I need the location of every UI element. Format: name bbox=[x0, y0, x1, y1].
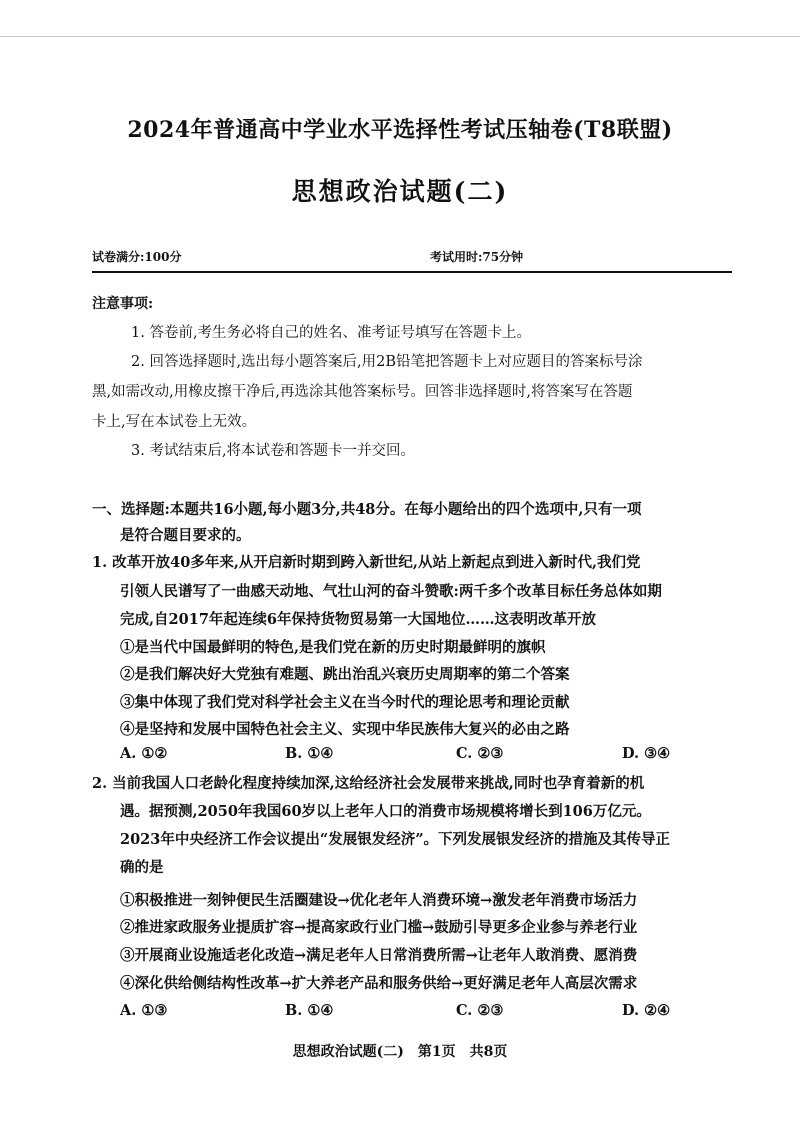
full-score: 试卷满分:100分 bbox=[92, 250, 182, 264]
q1-statement: ②是我们解决好大党独有难题、跳出治乱兴衰历史周期率的第二个答案 bbox=[120, 666, 570, 683]
q2-option-b: B. ①④ bbox=[285, 1002, 334, 1019]
q1-stem-line: 1. 改革开放40多年来,从开启新时期到跨入新世纪,从站上新起点到进入新时代,我们党 bbox=[92, 554, 641, 571]
q2-stem-line: 2. 当前我国人口老龄化程度持续加深,这给经济社会发展带来挑战,同时也孕育着新的机 bbox=[92, 775, 645, 792]
q1-statement: ④是坚持和发展中国特色社会主义、实现中华民族伟大复兴的必由之路 bbox=[120, 721, 570, 738]
scan-top-edge bbox=[0, 36, 800, 37]
notice-heading: 注意事项: bbox=[92, 296, 154, 312]
q1-option-b: B. ①④ bbox=[285, 745, 334, 762]
q2-option-d: D. ②④ bbox=[622, 1002, 671, 1019]
page-footer: 思想政治试题(二) 第1页 共8页 bbox=[292, 1044, 508, 1060]
q2-stem-line: 确的是 bbox=[120, 859, 164, 876]
notice-item-2-line-1: 2. 回答选择题时,选出每小题答案后,用2B铅笔把答题卡上对应题目的答案标号涂 bbox=[131, 354, 643, 370]
header-divider bbox=[92, 271, 732, 273]
notice-item-3: 3. 考试结束后,将本试卷和答题卡一并交回。 bbox=[131, 443, 416, 459]
q2-statement: ②推进家政服务业提质扩容→提高家政行业门槛→鼓励引导更多企业参与养老行业 bbox=[120, 919, 638, 936]
section-heading-line-1: 一、选择题:本题共16小题,每小题3分,共48分。在每小题给出的四个选项中,只有一项 bbox=[92, 501, 642, 518]
q1-statement: ①是当代中国最鲜明的特色,是我们党在新的历史时期最鲜明的旗帜 bbox=[120, 639, 546, 656]
q2-statement: ③开展商业设施适老化改造→满足老年人日常消费所需→让老年人敢消费、愿消费 bbox=[120, 947, 638, 964]
q2-option-c: C. ②③ bbox=[456, 1002, 504, 1019]
q1-option-d: D. ③④ bbox=[622, 745, 671, 762]
section-heading-line-2: 是符合题目要求的。 bbox=[120, 527, 251, 544]
q2-statement: ④深化供给侧结构性改革→扩大养老产品和服务供给→更好满足老年人高层次需求 bbox=[120, 975, 638, 992]
q1-statement: ③集中体现了我们党对科学社会主义在当今时代的理论思考和理论贡献 bbox=[120, 694, 570, 711]
q1-option-c: C. ②③ bbox=[456, 745, 504, 762]
exam-title: 2024年普通高中学业水平选择性考试压轴卷(T8联盟) bbox=[127, 117, 673, 143]
q1-stem-line: 引领人民谱写了一曲感天动地、气壮山河的奋斗赞歌:两千多个改革目标任务总体如期 bbox=[120, 583, 662, 600]
q2-stem-line: 2023年中央经济工作会议提出“发展银发经济”。下列发展银发经济的措施及其传导正 bbox=[120, 831, 671, 848]
notice-item-1: 1. 答卷前,考生务必将自己的姓名、准考证号填写在答题卡上。 bbox=[131, 325, 532, 341]
q2-statement: ①积极推进一刻钟便民生活圈建设→优化老年人消费环境→激发老年消费市场活力 bbox=[120, 892, 638, 909]
q2-stem-line: 遇。据预测,2050年我国60岁以上老年人口的消费市场规模将增长到106万亿元。 bbox=[120, 803, 651, 820]
notice-item-2-line-3: 卡上,写在本试卷上无效。 bbox=[92, 414, 257, 430]
exam-time: 考试用时:75分钟 bbox=[430, 250, 524, 264]
exam-subtitle: 思想政治试题(二) bbox=[291, 177, 509, 206]
q1-option-a: A. ①② bbox=[120, 745, 168, 762]
q1-stem-line: 完成,自2017年起连续6年保持货物贸易第一大国地位……这表明改革开放 bbox=[120, 611, 596, 628]
notice-item-2-line-2: 黑,如需改动,用橡皮擦干净后,再选涂其他答案标号。回答非选择题时,将答案写在答题 bbox=[92, 384, 633, 400]
q2-option-a: A. ①③ bbox=[120, 1002, 168, 1019]
